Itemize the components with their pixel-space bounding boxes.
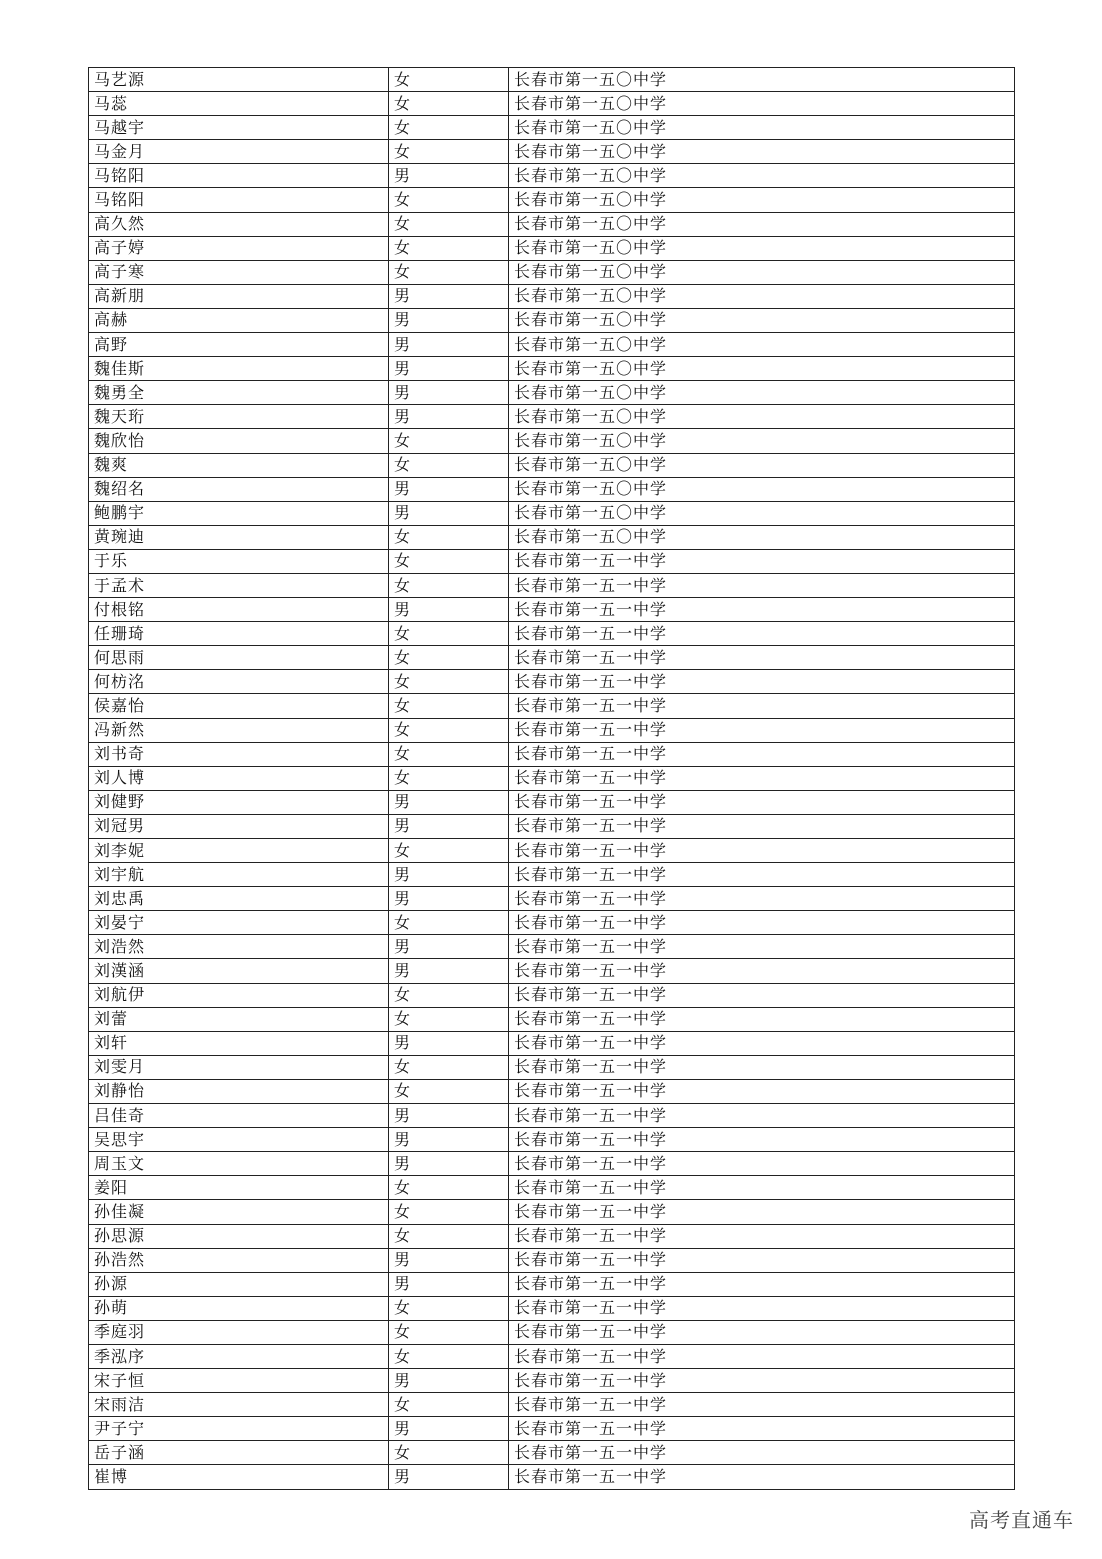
table-row: [89, 790, 1015, 814]
name-cell: 吕佳奇: [89, 1104, 389, 1128]
school-cell: 长春市第一五〇中学: [509, 501, 1015, 525]
name-cell: 刘轩: [89, 1031, 389, 1055]
school-cell: 长春市第一五〇中学: [509, 477, 1015, 501]
table-row: [89, 140, 1015, 164]
table-row: [89, 1224, 1015, 1248]
name-cell: 刘晏宁: [89, 911, 389, 935]
table-row: [89, 549, 1015, 573]
gender-cell: 女: [389, 236, 509, 260]
table-row: [89, 477, 1015, 501]
student-list-table: [88, 67, 1015, 1490]
name-cell: 刘浩然: [89, 935, 389, 959]
school-cell: 长春市第一五一中学: [509, 863, 1015, 887]
watermark-text: 高考直通车: [969, 1508, 1074, 1532]
name-cell: 高子寒: [89, 260, 389, 284]
table-row: [89, 1296, 1015, 1320]
name-cell: 于乐: [89, 549, 389, 573]
table-row: [89, 1272, 1015, 1296]
school-cell: 长春市第一五一中学: [509, 1200, 1015, 1224]
name-cell: 宋子恒: [89, 1369, 389, 1393]
gender-cell: 男: [389, 308, 509, 332]
gender-cell: 女: [389, 525, 509, 549]
name-cell: 魏爽: [89, 453, 389, 477]
gender-cell: 男: [389, 598, 509, 622]
gender-cell: 男: [389, 477, 509, 501]
table-row: [89, 381, 1015, 405]
name-cell: 于孟术: [89, 573, 389, 597]
gender-cell: 女: [389, 1344, 509, 1368]
name-cell: 季庭羽: [89, 1320, 389, 1344]
school-cell: 长春市第一五一中学: [509, 1344, 1015, 1368]
school-cell: 长春市第一五一中学: [509, 718, 1015, 742]
gender-cell: 男: [389, 1369, 509, 1393]
school-cell: 长春市第一五一中学: [509, 935, 1015, 959]
name-cell: 高新朋: [89, 284, 389, 308]
name-cell: 冯新然: [89, 718, 389, 742]
gender-cell: 男: [389, 887, 509, 911]
name-cell: 崔博: [89, 1465, 389, 1489]
school-cell: 长春市第一五一中学: [509, 983, 1015, 1007]
table-row: [89, 646, 1015, 670]
name-cell: 高久然: [89, 212, 389, 236]
table-row: [89, 670, 1015, 694]
gender-cell: 女: [389, 453, 509, 477]
table-row: [89, 1344, 1015, 1368]
name-cell: 侯嘉怡: [89, 694, 389, 718]
gender-cell: 男: [389, 333, 509, 357]
school-cell: 长春市第一五一中学: [509, 1441, 1015, 1465]
gender-cell: 女: [389, 1296, 509, 1320]
gender-cell: 女: [389, 839, 509, 863]
name-cell: 刘忠禹: [89, 887, 389, 911]
table-row: [89, 863, 1015, 887]
name-cell: 岳子涵: [89, 1441, 389, 1465]
gender-cell: 女: [389, 1224, 509, 1248]
gender-cell: 女: [389, 429, 509, 453]
gender-cell: 女: [389, 670, 509, 694]
table-row: [89, 959, 1015, 983]
school-cell: 长春市第一五〇中学: [509, 68, 1015, 92]
name-cell: 宋雨洁: [89, 1393, 389, 1417]
table-row: [89, 573, 1015, 597]
name-cell: 何枋洺: [89, 670, 389, 694]
school-cell: 长春市第一五〇中学: [509, 333, 1015, 357]
school-cell: 长春市第一五一中学: [509, 1417, 1015, 1441]
table-row: [89, 598, 1015, 622]
name-cell: 刘蕾: [89, 1007, 389, 1031]
gender-cell: 男: [389, 1104, 509, 1128]
gender-cell: 男: [389, 405, 509, 429]
gender-cell: 女: [389, 742, 509, 766]
gender-cell: 女: [389, 622, 509, 646]
school-cell: 长春市第一五一中学: [509, 1393, 1015, 1417]
table-row: [89, 92, 1015, 116]
school-cell: 长春市第一五一中学: [509, 790, 1015, 814]
name-cell: 刘静怡: [89, 1079, 389, 1103]
name-cell: 马艺源: [89, 68, 389, 92]
name-cell: 周玉文: [89, 1152, 389, 1176]
table-row: [89, 1248, 1015, 1272]
name-cell: 姜阳: [89, 1176, 389, 1200]
table-row: [89, 1369, 1015, 1393]
gender-cell: 女: [389, 549, 509, 573]
school-cell: 长春市第一五一中学: [509, 1079, 1015, 1103]
table-row: [89, 742, 1015, 766]
school-cell: 长春市第一五一中学: [509, 694, 1015, 718]
gender-cell: 女: [389, 983, 509, 1007]
school-cell: 长春市第一五〇中学: [509, 308, 1015, 332]
gender-cell: 女: [389, 116, 509, 140]
table-row: [89, 405, 1015, 429]
school-cell: 长春市第一五一中学: [509, 1104, 1015, 1128]
name-cell: 鲍鹏宇: [89, 501, 389, 525]
name-cell: 刘书奇: [89, 742, 389, 766]
gender-cell: 男: [389, 863, 509, 887]
table-row: [89, 501, 1015, 525]
table-row: [89, 260, 1015, 284]
name-cell: 马蕊: [89, 92, 389, 116]
table-row: [89, 1031, 1015, 1055]
table-row: [89, 1079, 1015, 1103]
name-cell: 魏佳斯: [89, 357, 389, 381]
gender-cell: 女: [389, 1176, 509, 1200]
table-row: [89, 1152, 1015, 1176]
name-cell: 刘李妮: [89, 839, 389, 863]
gender-cell: 女: [389, 92, 509, 116]
table-row: [89, 1176, 1015, 1200]
table-row: [89, 68, 1015, 92]
table-row: [89, 718, 1015, 742]
gender-cell: 女: [389, 1079, 509, 1103]
gender-cell: 男: [389, 1248, 509, 1272]
gender-cell: 女: [389, 1200, 509, 1224]
school-cell: 长春市第一五一中学: [509, 1296, 1015, 1320]
table-row: [89, 1200, 1015, 1224]
table-row: [89, 935, 1015, 959]
name-cell: 黄琬迪: [89, 525, 389, 549]
table-row: [89, 1055, 1015, 1079]
school-cell: 长春市第一五一中学: [509, 1272, 1015, 1296]
school-cell: 长春市第一五一中学: [509, 598, 1015, 622]
gender-cell: 男: [389, 935, 509, 959]
name-cell: 尹子宁: [89, 1417, 389, 1441]
table-row: [89, 1128, 1015, 1152]
school-cell: 长春市第一五一中学: [509, 1031, 1015, 1055]
table-row: [89, 188, 1015, 212]
table-row: [89, 1104, 1015, 1128]
school-cell: 长春市第一五一中学: [509, 646, 1015, 670]
table-row: [89, 839, 1015, 863]
gender-cell: 男: [389, 1128, 509, 1152]
gender-cell: 女: [389, 1320, 509, 1344]
school-cell: 长春市第一五一中学: [509, 839, 1015, 863]
school-cell: 长春市第一五一中学: [509, 1465, 1015, 1489]
school-cell: 长春市第一五〇中学: [509, 284, 1015, 308]
name-cell: 刘宇航: [89, 863, 389, 887]
table-row: [89, 1465, 1015, 1489]
name-cell: 付根铭: [89, 598, 389, 622]
school-cell: 长春市第一五一中学: [509, 766, 1015, 790]
school-cell: 长春市第一五一中学: [509, 1320, 1015, 1344]
school-cell: 长春市第一五〇中学: [509, 405, 1015, 429]
school-cell: 长春市第一五〇中学: [509, 164, 1015, 188]
name-cell: 孙思源: [89, 1224, 389, 1248]
name-cell: 刘雯月: [89, 1055, 389, 1079]
table-row: [89, 333, 1015, 357]
school-cell: 长春市第一五〇中学: [509, 212, 1015, 236]
school-cell: 长春市第一五一中学: [509, 1055, 1015, 1079]
gender-cell: 女: [389, 694, 509, 718]
gender-cell: 女: [389, 911, 509, 935]
table-row: [89, 453, 1015, 477]
school-cell: 长春市第一五一中学: [509, 814, 1015, 838]
school-cell: 长春市第一五一中学: [509, 959, 1015, 983]
school-cell: 长春市第一五一中学: [509, 742, 1015, 766]
gender-cell: 男: [389, 164, 509, 188]
table-row: [89, 525, 1015, 549]
school-cell: 长春市第一五〇中学: [509, 260, 1015, 284]
gender-cell: 女: [389, 1393, 509, 1417]
name-cell: 高子婷: [89, 236, 389, 260]
name-cell: 刘健野: [89, 790, 389, 814]
school-cell: 长春市第一五〇中学: [509, 429, 1015, 453]
school-cell: 长春市第一五〇中学: [509, 140, 1015, 164]
school-cell: 长春市第一五〇中学: [509, 116, 1015, 140]
school-cell: 长春市第一五〇中学: [509, 92, 1015, 116]
table-row: [89, 694, 1015, 718]
gender-cell: 女: [389, 718, 509, 742]
name-cell: 孙浩然: [89, 1248, 389, 1272]
name-cell: 高野: [89, 333, 389, 357]
gender-cell: 女: [389, 68, 509, 92]
name-cell: 马越宇: [89, 116, 389, 140]
school-cell: 长春市第一五〇中学: [509, 381, 1015, 405]
gender-cell: 女: [389, 646, 509, 670]
school-cell: 长春市第一五一中学: [509, 1176, 1015, 1200]
gender-cell: 女: [389, 260, 509, 284]
school-cell: 长春市第一五〇中学: [509, 453, 1015, 477]
name-cell: 马铭阳: [89, 188, 389, 212]
gender-cell: 男: [389, 959, 509, 983]
school-cell: 长春市第一五一中学: [509, 1128, 1015, 1152]
gender-cell: 男: [389, 284, 509, 308]
table-row: [89, 887, 1015, 911]
gender-cell: 男: [389, 790, 509, 814]
gender-cell: 男: [389, 357, 509, 381]
gender-cell: 男: [389, 381, 509, 405]
name-cell: 任珊琦: [89, 622, 389, 646]
table-row: [89, 1393, 1015, 1417]
name-cell: 刘漢涵: [89, 959, 389, 983]
table-row: [89, 1417, 1015, 1441]
gender-cell: 男: [389, 1152, 509, 1176]
name-cell: 孙源: [89, 1272, 389, 1296]
name-cell: 马铭阳: [89, 164, 389, 188]
school-cell: 长春市第一五〇中学: [509, 188, 1015, 212]
school-cell: 长春市第一五一中学: [509, 1369, 1015, 1393]
table-row: [89, 357, 1015, 381]
name-cell: 何思雨: [89, 646, 389, 670]
gender-cell: 男: [389, 814, 509, 838]
table-row: [89, 983, 1015, 1007]
name-cell: 魏天珩: [89, 405, 389, 429]
table-row: [89, 429, 1015, 453]
school-cell: 长春市第一五一中学: [509, 1152, 1015, 1176]
table-row: [89, 308, 1015, 332]
table-row: [89, 164, 1015, 188]
table-row: [89, 814, 1015, 838]
table-row: [89, 622, 1015, 646]
name-cell: 魏绍名: [89, 477, 389, 501]
school-cell: 长春市第一五一中学: [509, 549, 1015, 573]
table-row: [89, 212, 1015, 236]
student-list-table-container: [88, 67, 1014, 1490]
table-row: [89, 284, 1015, 308]
gender-cell: 女: [389, 1007, 509, 1031]
gender-cell: 男: [389, 501, 509, 525]
name-cell: 魏欣怡: [89, 429, 389, 453]
school-cell: 长春市第一五一中学: [509, 573, 1015, 597]
school-cell: 长春市第一五一中学: [509, 1224, 1015, 1248]
name-cell: 刘冠男: [89, 814, 389, 838]
school-cell: 长春市第一五一中学: [509, 622, 1015, 646]
gender-cell: 男: [389, 1417, 509, 1441]
gender-cell: 女: [389, 1441, 509, 1465]
table-row: [89, 236, 1015, 260]
gender-cell: 女: [389, 140, 509, 164]
table-row: [89, 1007, 1015, 1031]
name-cell: 马金月: [89, 140, 389, 164]
gender-cell: 男: [389, 1272, 509, 1296]
school-cell: 长春市第一五〇中学: [509, 236, 1015, 260]
gender-cell: 女: [389, 212, 509, 236]
name-cell: 高赫: [89, 308, 389, 332]
gender-cell: 男: [389, 1031, 509, 1055]
name-cell: 孙萌: [89, 1296, 389, 1320]
school-cell: 长春市第一五一中学: [509, 1248, 1015, 1272]
school-cell: 长春市第一五一中学: [509, 1007, 1015, 1031]
name-cell: 刘人博: [89, 766, 389, 790]
name-cell: 季泓序: [89, 1344, 389, 1368]
table-row: [89, 116, 1015, 140]
table-row: [89, 1320, 1015, 1344]
name-cell: 魏勇全: [89, 381, 389, 405]
table-row: [89, 766, 1015, 790]
school-cell: 长春市第一五〇中学: [509, 525, 1015, 549]
school-cell: 长春市第一五一中学: [509, 670, 1015, 694]
table-body: [89, 68, 1015, 1490]
table-row: [89, 911, 1015, 935]
school-cell: 长春市第一五一中学: [509, 911, 1015, 935]
name-cell: 吴思宇: [89, 1128, 389, 1152]
gender-cell: 女: [389, 1055, 509, 1079]
table-row: [89, 1441, 1015, 1465]
name-cell: 刘航伊: [89, 983, 389, 1007]
gender-cell: 男: [389, 1465, 509, 1489]
gender-cell: 女: [389, 766, 509, 790]
name-cell: 孙佳凝: [89, 1200, 389, 1224]
gender-cell: 女: [389, 188, 509, 212]
school-cell: 长春市第一五〇中学: [509, 357, 1015, 381]
school-cell: 长春市第一五一中学: [509, 887, 1015, 911]
gender-cell: 女: [389, 573, 509, 597]
